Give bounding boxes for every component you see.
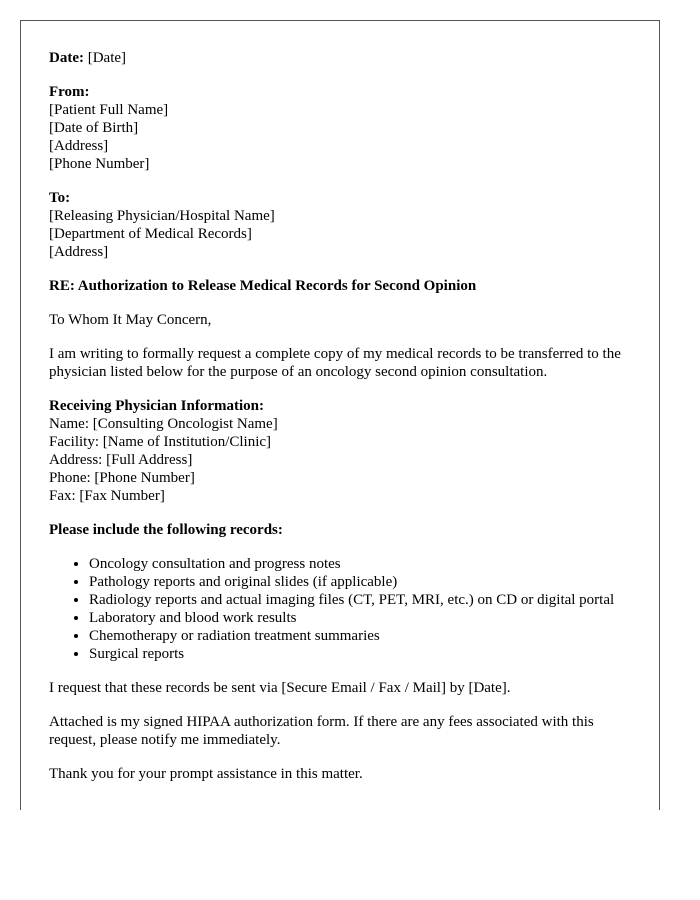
salutation: To Whom It May Concern,	[49, 312, 212, 328]
list-item: • Oncology consultation and progress notes	[89, 555, 631, 573]
list-item: • Pathology reports and original slides (if applicable)	[89, 573, 631, 591]
records-list	[49, 555, 631, 663]
list-item: • Laboratory and blood work results	[89, 609, 631, 627]
receiving-line: Phone: [Phone Number]	[49, 470, 195, 486]
list-item: • Surgical reports	[89, 645, 631, 663]
date-value: [Date]	[87, 50, 127, 66]
closing-paragraph: Thank you for your prompt assistance in this matter.	[49, 766, 363, 782]
delivery-paragraph: I request that these records be sent via [Secure Email / Fax / Mail] by [Date].	[49, 680, 511, 696]
from-label: From:	[49, 84, 90, 100]
from-line: [Address]	[49, 138, 109, 154]
from-line: [Patient Full Name]	[49, 102, 169, 118]
from-line: [Date of Birth]	[49, 120, 139, 136]
from-line: [Phone Number]	[49, 156, 150, 172]
receiving-line: Name: [Consulting Oncologist Name]	[49, 416, 278, 432]
list-item: • Radiology reports and actual imaging files (CT, PET, MRI, etc.) on CD or digital portal	[89, 591, 631, 609]
to-label: To:	[49, 190, 71, 206]
receiving-line: Address: [Full Address]	[49, 452, 193, 468]
to-line: [Address]	[49, 244, 109, 260]
subject-line	[49, 277, 631, 295]
letter-page	[20, 20, 660, 810]
to-line: [Releasing Physician/Hospital Name]	[49, 208, 275, 224]
receiving-line: Facility: [Name of Institution/Clinic]	[49, 434, 272, 450]
intro-paragraph: I am writing to formally request a complete copy of my medical records to be transferred to the physician listed below for the purpose of an oncology second opinion consultation.	[49, 346, 621, 380]
receiving-heading: Receiving Physician Information:	[49, 398, 264, 414]
date-line	[49, 49, 631, 67]
subject-text: RE: Authorization to Release Medical Records for Second Opinion	[49, 278, 477, 294]
list-item: • Chemotherapy or radiation treatment summaries	[89, 627, 631, 645]
receiving-line: Fax: [Fax Number]	[49, 488, 165, 504]
date-label: Date:	[49, 50, 84, 66]
to-line: [Department of Medical Records]	[49, 226, 252, 242]
receiving-physician-block	[49, 397, 631, 505]
records-heading-line	[49, 521, 631, 539]
to-block	[49, 189, 631, 261]
records-heading: Please include the following records:	[49, 522, 283, 538]
from-block	[49, 83, 631, 173]
attachment-paragraph: Attached is my signed HIPAA authorization form. If there are any fees associated with this request, please notify me immediately.	[49, 714, 594, 748]
